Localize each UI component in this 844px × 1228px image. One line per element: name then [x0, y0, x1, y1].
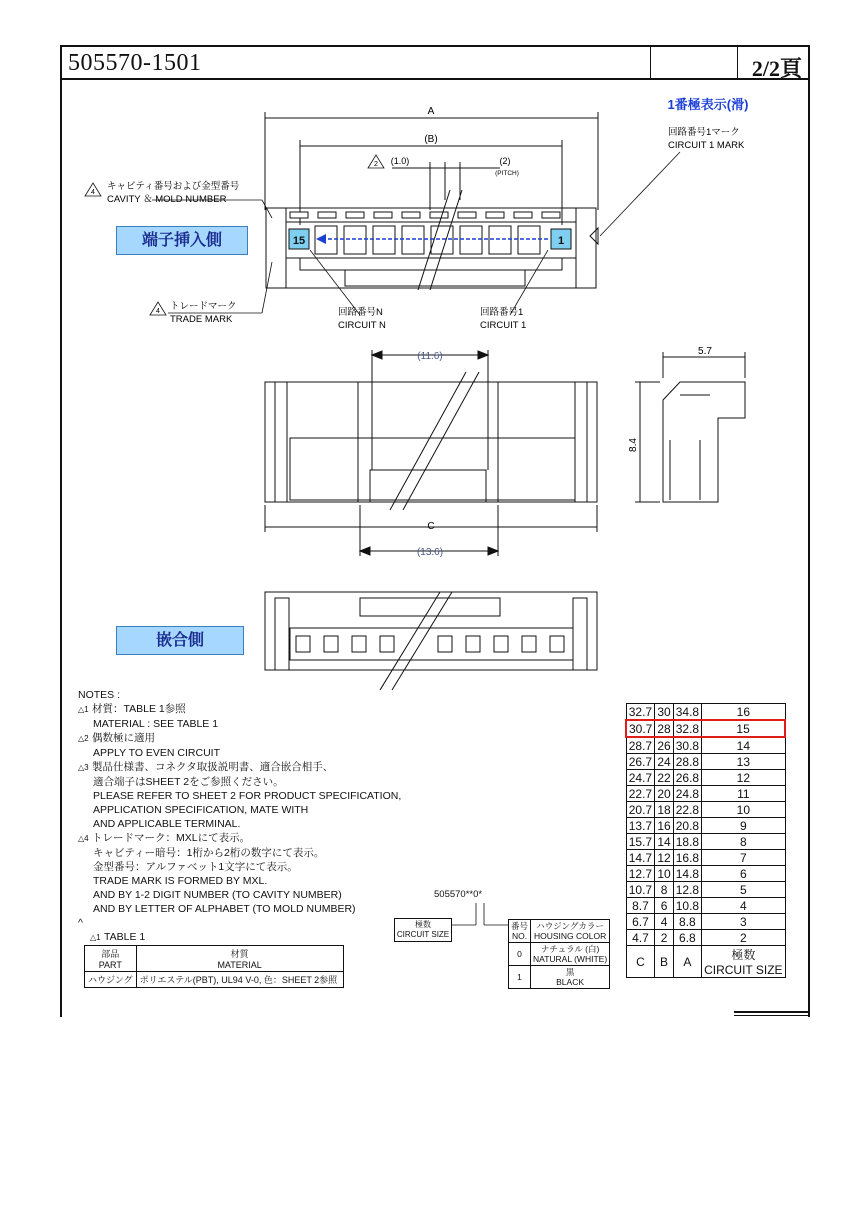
circuit-size-en: CIRCUIT SIZE [396, 930, 450, 939]
note-1-en: MATERIAL : SEE TABLE 1 [93, 718, 219, 730]
housing-front-outline [265, 382, 597, 502]
circuit-1-en: CIRCUIT 1 [480, 320, 527, 331]
size-cell-a: 14.8 [673, 866, 701, 882]
size-table-row [626, 720, 785, 737]
size-cell-n: 7 [702, 850, 786, 866]
size-cell-n: 8 [702, 834, 786, 850]
size-cell-a: 20.8 [673, 818, 701, 834]
size-cell-a: 12.8 [673, 882, 701, 898]
mating-side-label: 嵌合側 [116, 626, 244, 655]
size-table-row [626, 818, 785, 834]
size-cell-a: 8.8 [673, 914, 701, 930]
size-table-row [626, 770, 785, 786]
note-ref-4-label: 4 [91, 189, 95, 196]
side-profile [663, 382, 745, 502]
size-table-header [626, 946, 785, 978]
dim-a-label: A [427, 106, 435, 117]
size-cell-c: 26.7 [626, 754, 655, 770]
size-cell-n: 5 [702, 882, 786, 898]
size-header-a: A [673, 946, 701, 978]
mat-row-material: ポリエステル(PBT), UL94 V-0, 色：SHEET 2参照 [136, 972, 343, 988]
trade-jp: トレードマーク [170, 301, 237, 312]
mat-header-part: 部品 PART [85, 946, 137, 972]
circuit-size-box [394, 918, 452, 942]
size-table-row [626, 834, 785, 850]
size-cell-c: 13.7 [626, 818, 655, 834]
dim-pitch-note: (1.0) [390, 156, 410, 166]
size-cell-n: 6 [702, 866, 786, 882]
note-3-en1: PLEASE REFER TO SHEET 2 FOR PRODUCT SPECIFICATION, [93, 790, 402, 802]
size-table-row [626, 930, 785, 946]
note-4-en1: TRADE MARK IS FORMED BY MXL. [93, 875, 268, 887]
size-table-row [626, 786, 785, 802]
size-cell-c: 12.7 [626, 866, 655, 882]
size-table-row [626, 850, 785, 866]
size-cell-c: 28.7 [626, 737, 655, 754]
frame-bottom-mark [734, 1011, 810, 1013]
dim-b-label: (B) [424, 134, 438, 145]
note-3-en2: APPLICATION SPECIFICATION, MATE WITH [93, 804, 309, 816]
size-cell-c: 4.7 [626, 930, 655, 946]
size-cell-n: 4 [702, 898, 786, 914]
circuit1-mark-jp: 回路番号1マーク [668, 127, 740, 138]
circuit1-mark-triangle [590, 228, 598, 244]
size-cell-n: 14 [702, 737, 786, 754]
material-table-title: △1 TABLE 1 [90, 931, 146, 943]
note-4-jp1: トレードマーク：MXLにて表示。 [92, 832, 251, 844]
size-header-n: 極数 CIRCUIT SIZE [702, 946, 786, 978]
size-cell-n: 3 [702, 914, 786, 930]
size-cell-b: 18 [655, 802, 673, 818]
size-cell-b: 20 [655, 786, 673, 802]
size-header-c: C [626, 946, 655, 978]
material-table [84, 945, 344, 988]
size-table-row [626, 737, 785, 754]
circuit-size-table [625, 703, 786, 978]
circuit-size-jp: 極数 [415, 920, 431, 929]
size-cell-b: 28 [655, 720, 673, 737]
size-cell-a: 16.8 [673, 850, 701, 866]
note-2-en: APPLY TO EVEN CIRCUIT [93, 747, 221, 759]
size-cell-a: 24.8 [673, 786, 701, 802]
trade-en: TRADE MARK [170, 314, 233, 325]
size-table-row [626, 898, 785, 914]
note-2-jp: 偶数極に適用 [92, 732, 155, 744]
size-cell-n: 15 [702, 720, 786, 737]
size-table-row [626, 754, 785, 770]
note-3-jp2: 適合端子はSHEET 2をご参照ください。 [93, 776, 284, 788]
size-cell-b: 14 [655, 834, 673, 850]
part-code: 505570**0* [434, 889, 483, 900]
mat-row-part: ハウジング [85, 972, 137, 988]
size-cell-a: 30.8 [673, 737, 701, 754]
dim-136-label: (13.6) [416, 547, 444, 558]
notes-block: NOTES : △1 材質：TABLE 1参照 MATERIAL : SEE TABLE 1 △2 偶数極に適用 APPLY TO EVEN CIRCUIT △3 製品仕様書、コネクタ取扱説明書、適合嵌合相手、 適合端子はSHEET 2をご参照ください。 PLEASE REFER TO SHEET 2 FOR PRODUCT SPECIFICATION, APPLICATION SPECIFICATION, MATE WITH AND APPLICABLE TERMINAL. △4 トレードマーク：MXLにて表示。 キャビティー暗号：1桁から2桁の数字にて表示。 金型番号：アルファベット1文字にて表示。 TRADE MARK IS FORMED BY MXL. AND BY 1-2 DIGIT NUMBER (TO CAVITY NUMBER) AND BY LETTER OF ALPHABET (TO MOLD NUMBER) ^ [78, 689, 402, 929]
size-cell-a: 34.8 [673, 704, 701, 721]
polarity-title: 1番極表示(滑) [667, 97, 749, 112]
circuit-n-cell-label: 15 [292, 235, 306, 247]
size-table-row [626, 866, 785, 882]
size-cell-a: 28.8 [673, 754, 701, 770]
size-table-row [626, 802, 785, 818]
size-table-row [626, 882, 785, 898]
note-ref-4-label-2: 4 [156, 308, 160, 315]
circuit1-mark-en: CIRCUIT 1 MARK [668, 140, 745, 151]
note-4-jp2: キャビティー暗号：1桁から2桁の数字にて表示。 [93, 847, 325, 859]
size-cell-n: 12 [702, 770, 786, 786]
size-table-row [626, 914, 785, 930]
size-cell-a: 26.8 [673, 770, 701, 786]
size-cell-n: 16 [702, 704, 786, 721]
size-cell-a: 10.8 [673, 898, 701, 914]
size-cell-n: 10 [702, 802, 786, 818]
notes-heading: NOTES : [78, 689, 121, 701]
note-caret: ^ [78, 917, 83, 929]
note-ref-2-label: 2 [374, 161, 378, 168]
side-height-label: 8.4 [628, 438, 639, 452]
size-cell-n: 11 [702, 786, 786, 802]
size-cell-a: 22.8 [673, 802, 701, 818]
note-1-jp: 材質：TABLE 1参照 [92, 703, 186, 715]
size-cell-b: 2 [655, 930, 673, 946]
size-cell-a: 18.8 [673, 834, 701, 850]
size-cell-c: 32.7 [626, 704, 655, 721]
size-cell-b: 10 [655, 866, 673, 882]
size-cell-c: 15.7 [626, 834, 655, 850]
note-3-en3: AND APPLICABLE TERMINAL. [93, 818, 241, 830]
size-header-b: B [655, 946, 673, 978]
circuit-1-jp: 回路番号1 [480, 307, 524, 318]
side-view-drawing [635, 352, 745, 502]
page-indicator: 2/2頁 [751, 56, 802, 81]
terminal-side-label: 端子挿入側 [116, 226, 248, 255]
size-cell-b: 22 [655, 770, 673, 786]
color-row: 0 ナチュラル (白) NATURAL (WHITE) [509, 943, 610, 966]
note-3-jp1: 製品仕様書、コネクタ取扱説明書、適合嵌合相手、 [92, 761, 334, 773]
frame-bottom-mark-2 [734, 1015, 810, 1016]
size-cell-c: 30.7 [626, 720, 655, 737]
circuit-1-cell-label: 1 [557, 235, 565, 247]
size-cell-c: 10.7 [626, 882, 655, 898]
size-cell-b: 6 [655, 898, 673, 914]
note-4-en2: AND BY 1-2 DIGIT NUMBER (TO CAVITY NUMBER) [93, 889, 342, 901]
side-width-label: 5.7 [698, 346, 712, 357]
dim-c-label: C [427, 521, 435, 532]
cavity-jp: キャビティ番号および金型番号 [107, 181, 240, 192]
size-cell-b: 24 [655, 754, 673, 770]
size-cell-n: 13 [702, 754, 786, 770]
size-cell-b: 12 [655, 850, 673, 866]
color-header-no: 番号 NO. [509, 920, 531, 943]
color-row: 1 黒 BLACK [509, 966, 610, 989]
housing-color-table [508, 919, 610, 989]
size-cell-a: 6.8 [673, 930, 701, 946]
size-cell-a: 32.8 [673, 720, 701, 737]
size-cell-n: 9 [702, 818, 786, 834]
mating-view-drawing [265, 592, 597, 690]
size-cell-c: 14.7 [626, 850, 655, 866]
note-4-en3: AND BY LETTER OF ALPHABET (TO MOLD NUMBER) [93, 903, 356, 915]
size-cell-b: 30 [655, 704, 673, 721]
size-cell-c: 6.7 [626, 914, 655, 930]
pitch-label: (PITCH) [495, 170, 519, 177]
size-cell-c: 24.7 [626, 770, 655, 786]
size-cell-c: 20.7 [626, 802, 655, 818]
color-header-color: ハウジングカラー HOUSING COLOR [531, 920, 610, 943]
dim-116-label: (11.6) [417, 351, 443, 362]
size-cell-c: 22.7 [626, 786, 655, 802]
size-cell-b: 26 [655, 737, 673, 754]
size-cell-b: 4 [655, 914, 673, 930]
size-table-row [626, 704, 785, 721]
size-cell-b: 8 [655, 882, 673, 898]
circuit-n-en: CIRCUIT N [338, 320, 386, 331]
mat-header-material: 材質 MATERIAL [136, 946, 343, 972]
size-cell-n: 2 [702, 930, 786, 946]
size-cell-c: 8.7 [626, 898, 655, 914]
part-number: 505570-1501 [68, 50, 202, 76]
size-cell-b: 16 [655, 818, 673, 834]
dim-pitch: (2) [499, 156, 511, 166]
cavity-en: CAVITY ＆ MOLD NUMBER [107, 194, 227, 205]
note-4-jp3: 金型番号：アルファベット1文字にて表示。 [93, 861, 298, 873]
circuit-n-jp: 回路番号N [338, 307, 383, 318]
